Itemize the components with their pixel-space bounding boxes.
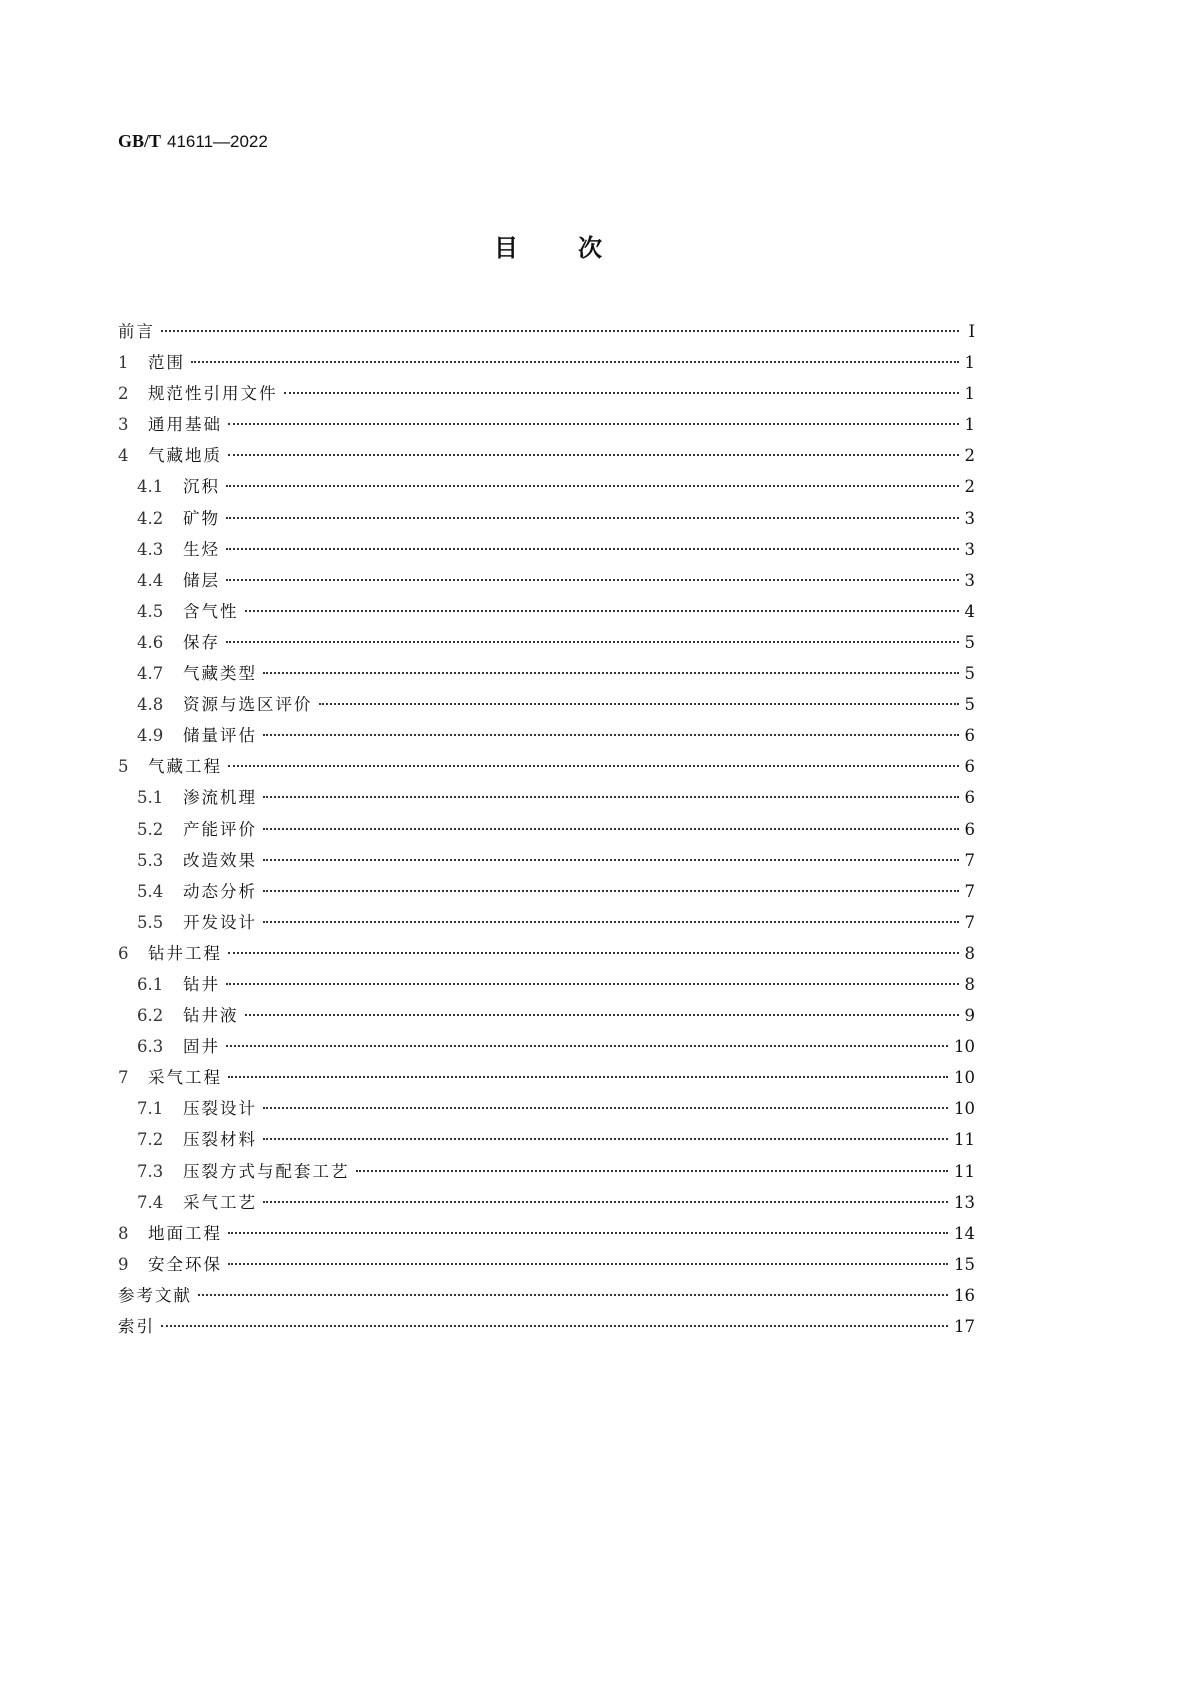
toc-entry[interactable] bbox=[118, 1156, 975, 1187]
toc-entry[interactable] bbox=[118, 565, 975, 596]
toc-entry[interactable] bbox=[118, 751, 975, 782]
toc-dot-leader bbox=[161, 330, 959, 332]
toc-entry-title: 含气性 bbox=[183, 601, 239, 621]
toc-entry-number: 5 bbox=[118, 757, 129, 777]
toc-entry-number: 5.5 bbox=[137, 912, 164, 932]
toc-entry-page: 6 bbox=[964, 788, 975, 808]
toc-entry-page: 11 bbox=[954, 1130, 975, 1150]
toc-entry-number: 9 bbox=[118, 1254, 129, 1274]
toc-entry-number: 6 bbox=[118, 943, 129, 963]
table-of-contents bbox=[118, 316, 975, 1342]
toc-entry[interactable] bbox=[118, 1218, 975, 1249]
toc-entry-page: 5 bbox=[964, 695, 975, 715]
toc-dot-leader bbox=[263, 1107, 948, 1109]
toc-dot-leader bbox=[263, 890, 959, 892]
toc-dot-leader bbox=[228, 765, 959, 767]
toc-dot-leader bbox=[228, 1232, 948, 1234]
toc-entry-page: 13 bbox=[954, 1192, 975, 1212]
toc-entry[interactable] bbox=[118, 1249, 975, 1280]
toc-entry-title: 开发设计 bbox=[183, 912, 257, 932]
toc-entry-number: 7 bbox=[118, 1068, 129, 1088]
toc-entry-number: 5.2 bbox=[137, 819, 164, 839]
toc-entry-title: 安全环保 bbox=[148, 1254, 222, 1274]
toc-entry-title: 前言 bbox=[118, 322, 155, 341]
toc-entry[interactable] bbox=[118, 1000, 975, 1031]
toc-entry[interactable] bbox=[118, 347, 975, 378]
toc-entry[interactable] bbox=[118, 534, 975, 565]
toc-entry[interactable] bbox=[118, 440, 975, 471]
toc-entry[interactable] bbox=[118, 1062, 975, 1093]
toc-entry-title: 通用基础 bbox=[148, 415, 222, 435]
toc-entry-number: 6.1 bbox=[137, 974, 164, 994]
toc-entry-title: 储层 bbox=[183, 570, 220, 590]
toc-dot-leader bbox=[226, 579, 959, 581]
toc-entry[interactable] bbox=[118, 409, 975, 440]
toc-dot-leader bbox=[263, 921, 959, 923]
toc-dot-leader bbox=[263, 796, 959, 798]
toc-entry-number: 2 bbox=[118, 384, 129, 404]
toc-dot-leader bbox=[226, 983, 959, 985]
page-title: 目次 bbox=[494, 233, 662, 262]
toc-dot-leader bbox=[263, 734, 959, 736]
toc-entry[interactable] bbox=[118, 845, 975, 876]
toc-entry[interactable] bbox=[118, 471, 975, 502]
toc-entry[interactable] bbox=[118, 1124, 975, 1155]
toc-entry-number: 7.1 bbox=[137, 1099, 164, 1119]
toc-entry-title: 生烃 bbox=[183, 539, 220, 559]
toc-dot-leader bbox=[226, 485, 959, 487]
toc-entry-title: 渗流机理 bbox=[183, 788, 257, 808]
toc-entry-page: 8 bbox=[964, 943, 975, 963]
toc-dot-leader bbox=[263, 1138, 948, 1140]
document-header bbox=[118, 131, 268, 152]
toc-dot-leader bbox=[263, 1201, 948, 1203]
toc-entry-number: 7.3 bbox=[137, 1161, 164, 1181]
toc-entry-page: 1 bbox=[964, 353, 975, 373]
toc-dot-leader bbox=[228, 952, 959, 954]
toc-dot-leader bbox=[228, 1263, 948, 1265]
toc-dot-leader bbox=[191, 361, 959, 363]
toc-entry[interactable] bbox=[118, 720, 975, 751]
toc-entry-page: Ⅰ bbox=[968, 322, 975, 341]
toc-entry-number: 7.2 bbox=[137, 1130, 164, 1150]
toc-entry-page: 6 bbox=[964, 726, 975, 746]
toc-entry-title: 气藏类型 bbox=[183, 664, 257, 684]
toc-entry-number: 4.5 bbox=[137, 601, 164, 621]
toc-entry[interactable] bbox=[118, 658, 975, 689]
toc-entry-title: 沉积 bbox=[183, 477, 220, 497]
toc-entry-title: 压裂材料 bbox=[183, 1130, 257, 1150]
toc-entry[interactable] bbox=[118, 814, 975, 845]
toc-entry-title: 钻井 bbox=[183, 974, 220, 994]
toc-dot-leader bbox=[228, 423, 959, 425]
toc-entry-title: 规范性引用文件 bbox=[148, 384, 278, 404]
toc-entry[interactable] bbox=[118, 316, 975, 347]
toc-entry-page: 11 bbox=[954, 1161, 975, 1181]
toc-entry-page: 15 bbox=[954, 1254, 975, 1274]
toc-dot-leader bbox=[198, 1294, 948, 1296]
toc-entry[interactable] bbox=[118, 627, 975, 658]
toc-entry-page: 5 bbox=[964, 632, 975, 652]
toc-entry[interactable] bbox=[118, 907, 975, 938]
toc-entry-number: 5.3 bbox=[137, 850, 164, 870]
toc-entry-page: 16 bbox=[954, 1285, 975, 1305]
toc-entry-page: 6 bbox=[964, 819, 975, 839]
toc-entry-page: 7 bbox=[964, 850, 975, 870]
toc-dot-leader bbox=[226, 641, 959, 643]
toc-entry-title: 气藏地质 bbox=[148, 446, 222, 466]
toc-dot-leader bbox=[245, 610, 959, 612]
toc-entry-title: 钻井液 bbox=[183, 1006, 239, 1026]
toc-entry-number: 7.4 bbox=[137, 1192, 164, 1212]
toc-entry[interactable] bbox=[118, 596, 975, 627]
toc-entry-page: 5 bbox=[964, 664, 975, 684]
toc-entry-title: 气藏工程 bbox=[148, 757, 222, 777]
toc-entry[interactable] bbox=[118, 782, 975, 813]
toc-entry[interactable] bbox=[118, 503, 975, 534]
toc-entry-number: 4.1 bbox=[137, 477, 164, 497]
toc-entry-page: 7 bbox=[964, 881, 975, 901]
toc-entry-page: 1 bbox=[964, 415, 975, 435]
toc-entry-page: 17 bbox=[954, 1317, 975, 1336]
toc-entry-title: 钻井工程 bbox=[148, 943, 222, 963]
toc-entry-number: 4.7 bbox=[137, 664, 164, 684]
toc-entry-number: 1 bbox=[118, 353, 129, 373]
toc-entry-title: 参考文献 bbox=[118, 1285, 192, 1305]
toc-dot-leader bbox=[263, 672, 959, 674]
toc-entry-title: 采气工艺 bbox=[183, 1192, 257, 1212]
toc-entry[interactable] bbox=[118, 1280, 975, 1311]
standard-number: 41611—2022 bbox=[167, 132, 268, 151]
toc-dot-leader bbox=[356, 1170, 949, 1172]
toc-dot-leader bbox=[245, 1014, 959, 1016]
toc-entry-title: 采气工程 bbox=[148, 1068, 222, 1088]
toc-entry-number: 4.9 bbox=[137, 726, 164, 746]
toc-entry-title: 地面工程 bbox=[148, 1223, 222, 1243]
toc-dot-leader bbox=[284, 392, 959, 394]
toc-entry-page: 10 bbox=[954, 1068, 975, 1088]
toc-dot-leader bbox=[319, 703, 959, 705]
toc-entry[interactable] bbox=[118, 1187, 975, 1218]
toc-dot-leader bbox=[228, 454, 959, 456]
toc-entry-number: 4 bbox=[118, 446, 129, 466]
toc-entry[interactable] bbox=[118, 689, 975, 720]
toc-entry[interactable] bbox=[118, 938, 975, 969]
toc-entry-page: 3 bbox=[964, 570, 975, 590]
toc-entry-page: 10 bbox=[954, 1037, 975, 1057]
toc-entry-page: 2 bbox=[964, 446, 975, 466]
toc-entry[interactable] bbox=[118, 876, 975, 907]
toc-entry-page: 3 bbox=[964, 539, 975, 559]
toc-entry-number: 5.4 bbox=[137, 881, 164, 901]
toc-entry-number: 4.6 bbox=[137, 632, 164, 652]
toc-dot-leader bbox=[226, 517, 959, 519]
toc-entry[interactable] bbox=[118, 378, 975, 409]
toc-dot-leader bbox=[263, 828, 959, 830]
toc-entry-title: 保存 bbox=[183, 632, 220, 652]
toc-dot-leader bbox=[226, 548, 959, 550]
toc-entry-title: 范围 bbox=[148, 353, 185, 373]
toc-entry-number: 4.8 bbox=[137, 695, 164, 715]
toc-entry-title: 矿物 bbox=[183, 508, 220, 528]
toc-entry-number: 4.2 bbox=[137, 508, 164, 528]
toc-entry-page: 7 bbox=[964, 912, 975, 932]
toc-entry-page: 14 bbox=[954, 1223, 975, 1243]
toc-entry-title: 固井 bbox=[183, 1037, 220, 1057]
standard-code: GB/T bbox=[118, 131, 162, 151]
toc-entry-page: 9 bbox=[964, 1006, 975, 1026]
toc-entry-title: 产能评价 bbox=[183, 819, 257, 839]
toc-entry-number: 6.2 bbox=[137, 1006, 164, 1026]
toc-entry-page: 10 bbox=[954, 1099, 975, 1119]
toc-dot-leader bbox=[228, 1076, 948, 1078]
toc-dot-leader bbox=[161, 1325, 948, 1327]
toc-entry-page: 2 bbox=[964, 477, 975, 497]
toc-entry-page: 1 bbox=[964, 384, 975, 404]
toc-entry[interactable] bbox=[118, 1311, 975, 1342]
toc-entry-page: 6 bbox=[964, 757, 975, 777]
toc-entry-page: 3 bbox=[964, 508, 975, 528]
toc-entry-number: 8 bbox=[118, 1223, 129, 1243]
toc-entry-title: 索引 bbox=[118, 1317, 155, 1336]
toc-entry[interactable] bbox=[118, 1093, 975, 1124]
toc-entry-page: 4 bbox=[964, 601, 975, 621]
toc-entry-number: 3 bbox=[118, 415, 129, 435]
toc-entry-number: 4.4 bbox=[137, 570, 164, 590]
toc-entry-title: 动态分析 bbox=[183, 881, 257, 901]
toc-entry-number: 4.3 bbox=[137, 539, 164, 559]
toc-entry-title: 改造效果 bbox=[183, 850, 257, 870]
toc-entry-number: 6.3 bbox=[137, 1037, 164, 1057]
toc-entry-page: 8 bbox=[964, 974, 975, 994]
toc-entry-title: 储量评估 bbox=[183, 726, 257, 746]
toc-entry-title: 压裂方式与配套工艺 bbox=[183, 1161, 350, 1181]
toc-dot-leader bbox=[226, 1045, 948, 1047]
toc-entry[interactable] bbox=[118, 969, 975, 1000]
toc-dot-leader bbox=[263, 859, 959, 861]
toc-entry-title: 资源与选区评价 bbox=[183, 695, 313, 715]
toc-entry-title: 压裂设计 bbox=[183, 1099, 257, 1119]
toc-entry[interactable] bbox=[118, 1031, 975, 1062]
toc-entry-number: 5.1 bbox=[137, 788, 164, 808]
